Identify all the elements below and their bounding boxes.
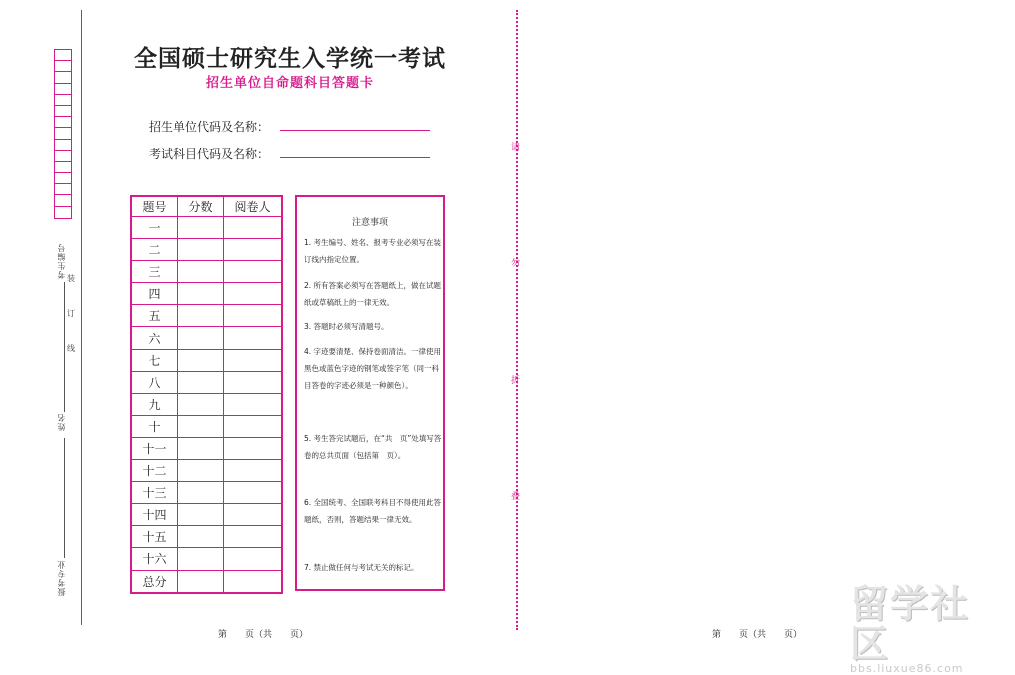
- candidate-number-boxes[interactable]: [54, 49, 72, 219]
- score-cell[interactable]: [178, 217, 224, 239]
- table-row: [131, 415, 282, 437]
- total-grader-cell[interactable]: [224, 570, 283, 593]
- table-row: [131, 526, 282, 548]
- fold-char-zhe: 折: [511, 376, 521, 386]
- watermark-url: bbs.liuxue86.com: [850, 662, 964, 675]
- grader-cell[interactable]: [224, 283, 283, 305]
- score-table: [130, 195, 283, 594]
- question-number: 四: [131, 283, 178, 305]
- grader-cell[interactable]: [224, 371, 283, 393]
- table-row: [131, 327, 282, 349]
- question-number: 三: [131, 261, 178, 283]
- note-item-5: 5. 考生答完试题后，在“共 页”处填写答卷的总共页面（包括第 页）。: [304, 434, 442, 460]
- table-row: [131, 371, 282, 393]
- table-row: [131, 305, 282, 327]
- binding-line: [81, 10, 82, 625]
- table-row: [131, 239, 282, 261]
- total-score-cell[interactable]: [178, 570, 224, 593]
- question-number: 十一: [131, 437, 178, 459]
- grader-cell[interactable]: [224, 327, 283, 349]
- subject-code-input[interactable]: [280, 157, 430, 158]
- question-number: 十: [131, 415, 178, 437]
- score-cell[interactable]: [178, 349, 224, 371]
- note-item-1: 1. 考生编号、姓名、报考专业必须写在装订线内指定位置。: [304, 238, 442, 264]
- grader-cell[interactable]: [224, 261, 283, 283]
- major-label: 报考专业: [57, 560, 66, 596]
- header-question-no: 题号: [131, 196, 178, 217]
- question-number: 六: [131, 327, 178, 349]
- question-number: 十四: [131, 504, 178, 526]
- score-cell[interactable]: [178, 437, 224, 459]
- note-item-4: 4. 字迹要清楚、保持卷面清洁。一律使用黑色或蓝色字迹的钢笔或签字笔（同一科目答卷的字迹必须是一种颜色）。: [304, 347, 442, 390]
- table-row: [131, 570, 282, 593]
- fold-char-qing: 请: [511, 143, 521, 153]
- score-cell[interactable]: [178, 415, 224, 437]
- page-title: 全国硕士研究生入学统一考试: [134, 45, 446, 72]
- watermark-text: 留学社区: [850, 582, 971, 666]
- notes-title: 注意事项: [351, 218, 388, 228]
- note-item-6: 6. 全国统考、全国联考科目不得使用此答题纸，否则，答题结果一律无效。: [304, 498, 442, 524]
- score-cell[interactable]: [178, 526, 224, 548]
- grader-cell[interactable]: [224, 349, 283, 371]
- question-number: 八: [131, 371, 178, 393]
- unit-code-input[interactable]: [280, 130, 430, 131]
- score-cell[interactable]: [178, 482, 224, 504]
- score-cell[interactable]: [178, 283, 224, 305]
- question-number: 十三: [131, 482, 178, 504]
- grader-cell[interactable]: [224, 393, 283, 415]
- grader-cell[interactable]: [224, 437, 283, 459]
- subject-code-label: 考试科目代码及名称：: [149, 147, 270, 161]
- score-cell[interactable]: [178, 504, 224, 526]
- bind-char-xian: 线: [67, 344, 75, 353]
- grader-cell[interactable]: [224, 305, 283, 327]
- score-cell[interactable]: [178, 305, 224, 327]
- grader-cell[interactable]: [224, 239, 283, 261]
- table-row: [131, 261, 282, 283]
- grader-cell[interactable]: [224, 548, 283, 570]
- grader-cell[interactable]: [224, 217, 283, 239]
- question-number: 二: [131, 239, 178, 261]
- question-number: 九: [131, 393, 178, 415]
- total-label: 总分: [131, 570, 178, 593]
- score-cell[interactable]: [178, 393, 224, 415]
- name-write-line[interactable]: [64, 282, 65, 412]
- grader-cell[interactable]: [224, 526, 283, 548]
- page-footer-left: 第 页（共 页）: [218, 630, 309, 640]
- score-cell[interactable]: [178, 327, 224, 349]
- page-footer-right: 第 页（共 页）: [712, 630, 803, 640]
- question-number: 七: [131, 349, 178, 371]
- fold-char-die: 叠: [511, 492, 521, 502]
- watermark-logo: [850, 584, 1000, 675]
- grader-cell[interactable]: [224, 504, 283, 526]
- table-row: [131, 482, 282, 504]
- question-number: 一: [131, 217, 178, 239]
- table-row: [131, 460, 282, 482]
- note-item-7: 7. 禁止做任何与考试无关的标记。: [304, 563, 419, 572]
- score-cell[interactable]: [178, 371, 224, 393]
- table-row: [131, 504, 282, 526]
- question-number: 十五: [131, 526, 178, 548]
- table-row: [131, 437, 282, 459]
- bind-char-ding: 订: [67, 309, 75, 318]
- unit-code-label: 招生单位代码及名称：: [149, 120, 270, 134]
- note-item-3: 3. 答题时必须写清题号。: [304, 322, 389, 331]
- table-row: [131, 283, 282, 305]
- fold-char-wu: 勿: [511, 259, 521, 269]
- major-write-line[interactable]: [64, 438, 65, 558]
- question-number: 十六: [131, 548, 178, 570]
- header-grader: 阅卷人: [224, 196, 283, 217]
- name-label: 姓名: [57, 413, 66, 431]
- score-cell[interactable]: [178, 261, 224, 283]
- score-table-header: [131, 196, 282, 217]
- header-score: 分数: [178, 196, 224, 217]
- question-number: 五: [131, 305, 178, 327]
- question-number: 十二: [131, 460, 178, 482]
- note-item-2: 2. 所有答案必须写在答题纸上，做在试题纸或草稿纸上的一律无效。: [304, 281, 442, 307]
- table-row: [131, 217, 282, 239]
- table-row: [131, 349, 282, 371]
- table-row: [131, 393, 282, 415]
- grader-cell[interactable]: [224, 482, 283, 504]
- grader-cell[interactable]: [224, 415, 283, 437]
- score-cell[interactable]: [178, 548, 224, 570]
- notes-box: [295, 195, 445, 591]
- grader-cell[interactable]: [224, 460, 283, 482]
- page-subtitle: 招生单位自命题科目答题卡: [205, 76, 374, 91]
- bind-char-zhuang: 装: [67, 274, 75, 283]
- table-row: [131, 548, 282, 570]
- candidate-number-label: 考生编号: [57, 243, 66, 279]
- score-cell[interactable]: [178, 239, 224, 261]
- fold-line: [516, 10, 518, 630]
- score-cell[interactable]: [178, 460, 224, 482]
